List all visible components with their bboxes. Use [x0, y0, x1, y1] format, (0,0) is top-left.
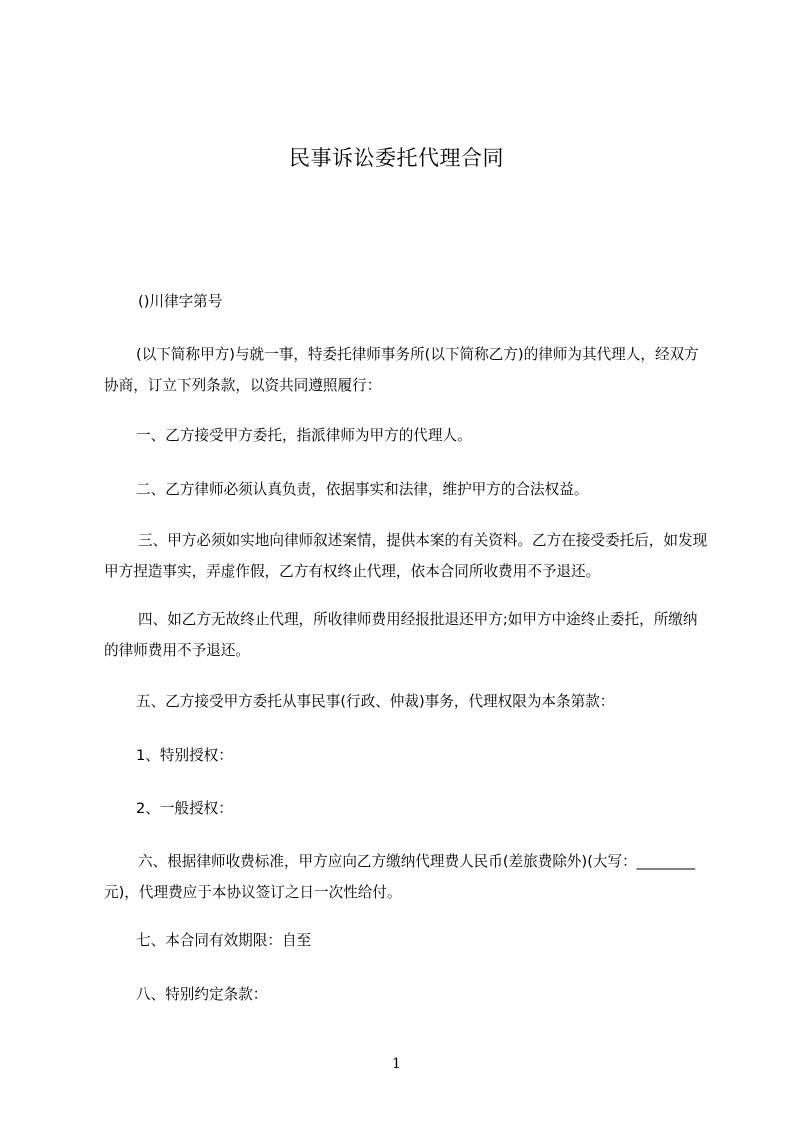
clause-2: 二、乙方律师必须认真负责，依据事实和法律，维护甲方的合法权益。: [136, 481, 589, 498]
clause-6: 六、根据律师收费标准，甲方应向乙方缴纳代理费人民币(差旅费除外)(大写：________元)，代理费应于本协议签订之日一次性给付。: [104, 853, 696, 901]
clause-8: 八、特别约定条款：: [136, 986, 268, 1003]
case-number-line: ()川律字第号: [138, 293, 223, 310]
clause-5: 五、乙方接受甲方委托从事民事(行政、仲裁)事务，代理权限为本条第款：: [136, 693, 615, 710]
general-authorization: 2、一般授权：: [136, 800, 233, 817]
clause-4: 四、如乙方无故终止代理，所收律师费用经报批退还甲方;如甲方中途终止委托，所缴纳的律师费用不予退还。: [104, 611, 698, 659]
preamble-paragraph: (以下简称甲方)与就一事，特委托律师事务所(以下简称乙方)的律师为其代理人，经双方协商，订立下列条款，以资共同遵照履行：: [104, 346, 699, 394]
clause-3: 三、甲方必须如实地向律师叙述案情，提供本案的有关资料。乙方在接受委托后，如发现甲方捏造事实，弄虚作假，乙方有权终止代理，依本合同所收费用不予退还。: [104, 532, 708, 580]
clause-1: 一、乙方接受甲方委托，指派律师为甲方的代理人。: [136, 427, 472, 444]
special-authorization: 1、特别授权：: [136, 747, 233, 764]
document-title: 民事诉讼委托代理合同: [289, 146, 504, 170]
page-number: 1: [392, 1056, 401, 1072]
clause-7: 七、本合同有效期限：自至: [136, 932, 312, 949]
